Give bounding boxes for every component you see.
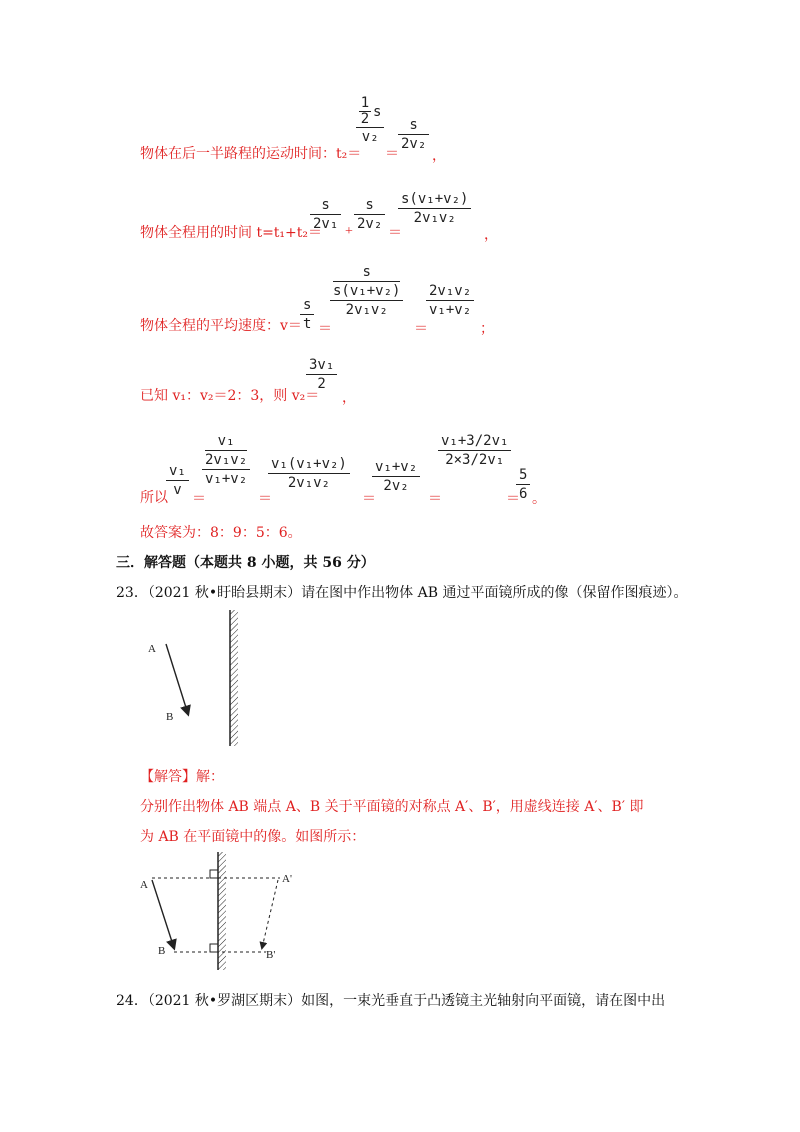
line5-num-c: v₁(v₁+v₂) — [271, 456, 347, 472]
line5-den-e: 2×3/2v₁ — [445, 452, 505, 468]
label-b-fig2: B — [158, 945, 166, 957]
line1-text: 物体在后一半路程的运动时间：t₂＝ — [140, 146, 362, 162]
line4-den: 2 — [317, 376, 326, 392]
line5-fraction-f — [516, 466, 530, 503]
line4-fraction — [306, 356, 337, 393]
right-angle-mark-a — [210, 870, 218, 878]
line5-fraction-d — [372, 458, 420, 495]
line3-num-b-top: s — [362, 264, 371, 280]
line5-fraction-e — [438, 432, 511, 469]
line2-fraction-b — [354, 196, 385, 233]
line2-num-c: s(v₁+v₂) — [401, 191, 469, 207]
label-a-fig2: A — [140, 879, 148, 891]
line1-den-a: v₂ — [361, 129, 379, 145]
line5-num-a: v₁ — [169, 463, 186, 479]
line5-num-b-top: v₁ — [217, 433, 235, 449]
line5-equals-e: ＝ — [506, 492, 520, 507]
line5-equals-b: ＝ — [258, 492, 272, 507]
line3-num-c: 2v₁v₂ — [429, 283, 472, 299]
line2-plus: + — [345, 224, 353, 239]
question-24: 24．（2021 秋•罗湖区期末）如图，一束光垂直于凸透镜主光轴射向平面镜，请在图中出 — [116, 993, 666, 1009]
line5-fraction-a — [166, 462, 189, 499]
label-a-prime: A' — [282, 873, 292, 885]
line3-fraction-a — [300, 296, 314, 333]
line2-text: 物体全程用的时间 t=t₁+t₂＝ — [140, 225, 323, 241]
line5-num-f: 5 — [519, 467, 528, 483]
answer-text: 故答案为：8：9：5：6。 — [140, 525, 302, 541]
line3-fraction-c — [426, 282, 474, 319]
line1-fraction-a — [356, 96, 384, 146]
line3-semicolon: ； — [480, 322, 494, 337]
line2-num-a: s — [321, 197, 330, 213]
figure-mirror-image — [130, 848, 310, 974]
line2-den-b: 2v₂ — [357, 216, 383, 232]
line3-text: 物体全程的平均速度：v＝ — [140, 318, 302, 334]
line1-fraction-b — [398, 116, 429, 153]
line3-equals-b: ＝ — [414, 322, 428, 337]
mirror-hatch — [230, 610, 238, 746]
line3-num-b-bottom: s(v₁+v₂) — [333, 283, 401, 299]
line4-text: 已知 v₁：v₂＝2：3，则 v₂＝ — [140, 388, 320, 404]
line5-equals-a: ＝ — [192, 492, 206, 507]
line5-den-b: v₁+v₂ — [205, 471, 248, 487]
line2-den-a: 2v₁ — [313, 216, 339, 232]
line5-fraction-b — [202, 432, 250, 488]
half-num: 1 — [360, 95, 370, 111]
figure-mirror-ab — [140, 608, 260, 748]
line3-den-b: 2v₁v₂ — [345, 302, 388, 318]
line5-text: 所以 — [140, 490, 168, 506]
label-b-prime: B' — [266, 949, 276, 961]
line5-den-a: v — [173, 482, 182, 498]
line3-den-c: v₁+v₂ — [429, 302, 472, 318]
line3-equals-a: ＝ — [318, 322, 332, 337]
line2-comma: ， — [484, 228, 498, 243]
line3-den-a: t — [303, 316, 312, 332]
line2-equals: ＝ — [388, 226, 402, 241]
half-den: 2 — [360, 111, 370, 127]
line3-num-a: s — [303, 297, 312, 313]
line1-num-b: s — [409, 117, 418, 133]
line5-num-b-mid: 2v₁v₂ — [205, 452, 248, 468]
line4-comma: ， — [342, 391, 356, 406]
image-ab-arrow — [262, 880, 278, 948]
object-ab-arrow — [166, 644, 188, 714]
line5-equals-d: ＝ — [428, 492, 442, 507]
line5-den-c: 2v₁v₂ — [287, 475, 330, 491]
line4-num: 3v₁ — [309, 357, 335, 373]
question-23: 23．（2021 秋•盱眙县期末）请在图中作出物体 AB 通过平面镜所成的像（保留作图痕迹）。 — [116, 585, 688, 601]
explain-line-2: 为 AB 在平面镜中的像。如图所示： — [140, 829, 366, 845]
answer-tag: 【解答】解： — [140, 769, 224, 785]
line2-den-c: 2v₁v₂ — [413, 210, 456, 226]
line1-den-b: 2v₂ — [401, 136, 427, 152]
line5-den-f: 6 — [519, 486, 528, 502]
line5-num-d: v₁+v₂ — [375, 459, 418, 475]
right-angle-mark-b — [210, 944, 218, 952]
line5-equals-c: ＝ — [362, 492, 376, 507]
line5-num-e: v₁+3/2v₁ — [441, 433, 509, 449]
line5-den-d: 2v₂ — [383, 478, 409, 494]
object-ab2-arrow — [152, 880, 174, 948]
line5-fraction-c — [268, 455, 350, 492]
section-heading: 三．解答题（本题共 8 小题，共 56 分） — [116, 555, 375, 571]
line2-fraction-a — [310, 196, 341, 233]
line2-fraction-c — [398, 190, 471, 227]
label-b: B — [166, 711, 174, 723]
half-s: s — [373, 103, 382, 120]
explain-line-1: 分别作出物体 AB 端点 A、B 关于平面镜的对称点 A′、B′，用虚线连接 A′、B′ 即 — [140, 799, 644, 815]
line2-num-b: s — [365, 197, 374, 213]
label-a: A — [148, 643, 156, 655]
line1-comma: ， — [432, 149, 446, 164]
line5-period: 。 — [532, 492, 546, 507]
line1-equals: ＝ — [385, 147, 399, 162]
line3-fraction-b — [330, 263, 403, 319]
